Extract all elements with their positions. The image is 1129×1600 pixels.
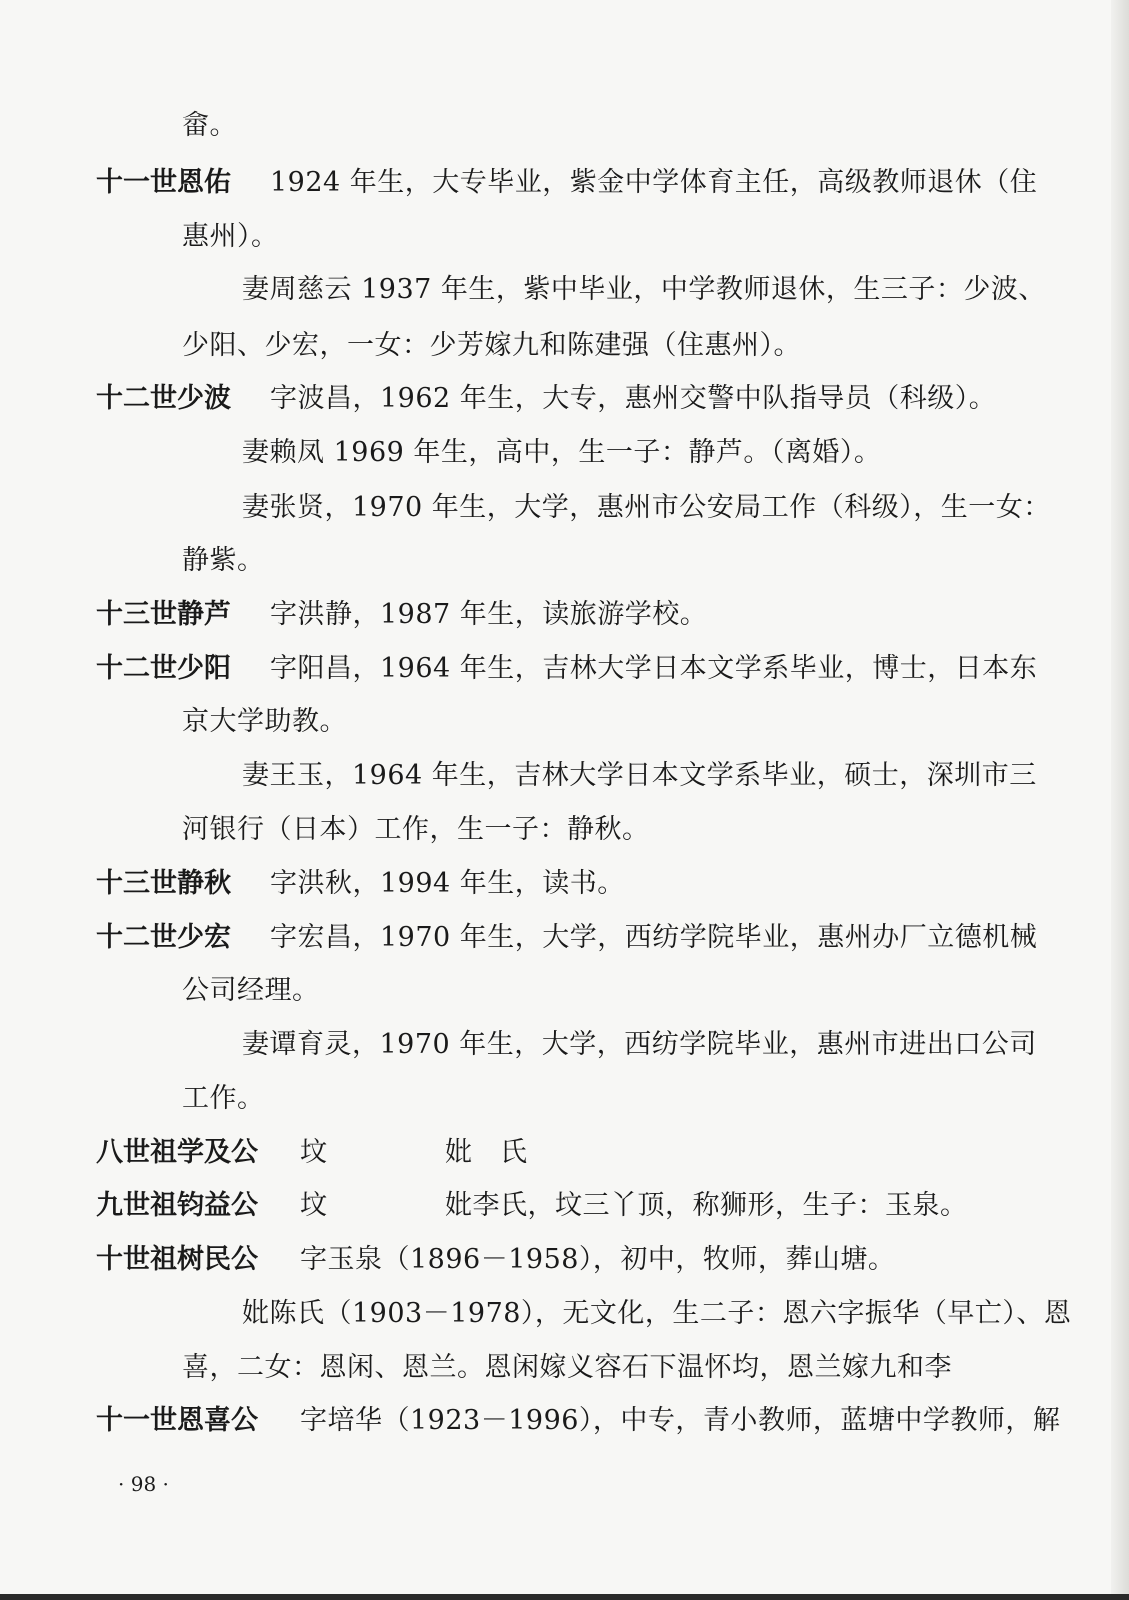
text-line: 河银行（日本）工作，生一子：静秋。 — [182, 814, 650, 845]
ancestor-heading: 九世祖钧益公 — [96, 1190, 258, 1221]
text-line: 坟 — [300, 1190, 328, 1221]
text-line: 字阳昌，1964 年生，吉林大学日本文学系毕业，博士，日本东 — [270, 653, 1038, 684]
ancestor-heading: 八世祖学及公 — [96, 1137, 258, 1168]
text-line: 1924 年生，大专毕业，紫金中学体育主任，高级教师退休（住 — [270, 167, 1038, 198]
text-line: 畲。 — [182, 110, 237, 141]
text-line: 公司经理。 — [182, 975, 320, 1006]
text-line: 妻王玉，1964 年生，吉林大学日本文学系毕业，硕士，深圳市三 — [242, 760, 1037, 791]
generation-heading: 十一世恩佑 — [96, 167, 231, 198]
ancestor-heading: 十一世恩喜公 — [96, 1405, 258, 1436]
text-line: 字波昌，1962 年生，大专，惠州交警中队指导员（科级）。 — [270, 383, 997, 414]
page-number: · 98 · — [118, 1472, 169, 1496]
text-line: 妻谭育灵，1970 年生，大学，西纺学院毕业，惠州市进出口公司 — [242, 1029, 1037, 1060]
text-line: 妣李氏，坟三丫顶，称狮形，生子：玉泉。 — [445, 1190, 968, 1221]
text-line: 字宏昌，1970 年生，大学，西纺学院毕业，惠州办厂立德机械 — [270, 922, 1038, 953]
text-line: 字玉泉（1896－1958），初中，牧师，葬山塘。 — [300, 1244, 896, 1275]
scan-bottom-border — [0, 1594, 1129, 1600]
generation-heading: 十三世静秋 — [96, 868, 231, 899]
text-line: 工作。 — [182, 1083, 265, 1114]
text-line: 妻赖凤 1969 年生，高中，生一子：静芦。（离婚）。 — [242, 437, 882, 468]
ancestor-heading: 十世祖树民公 — [96, 1244, 258, 1275]
generation-heading: 十二世少阳 — [96, 653, 231, 684]
generation-heading: 十二世少波 — [96, 383, 231, 414]
text-line: 坟 — [300, 1137, 328, 1168]
text-line: 喜，二女：恩闲、恩兰。恩闲嫁义容石下温怀均，恩兰嫁九和李 — [182, 1352, 952, 1383]
text-line: 字培华（1923－1996），中专，青小教师，蓝塘中学教师，解 — [300, 1405, 1061, 1436]
generation-heading: 十三世静芦 — [96, 599, 231, 630]
text-line: 少阳、少宏，一女：少芳嫁九和陈建强（住惠州）。 — [182, 330, 801, 361]
text-line: 字洪静，1987 年生，读旅游学校。 — [270, 599, 708, 630]
page-edge-shadow — [1111, 0, 1129, 1600]
text-line: 惠州）。 — [182, 221, 279, 252]
text-line: 妣 氏 — [445, 1137, 528, 1168]
generation-heading: 十二世少宏 — [96, 922, 231, 953]
text-line: 妻周慈云 1937 年生，紫中毕业，中学教师退休，生三子：少波、 — [242, 274, 1046, 305]
text-line: 妻张贤，1970 年生，大学，惠州市公安局工作（科级），生一女： — [242, 492, 1051, 523]
text-line: 静紫。 — [182, 545, 265, 576]
text-line: 妣陈氏（1903－1978），无文化，生二子：恩六字振华（早亡）、恩 — [242, 1298, 1072, 1329]
text-line: 字洪秋，1994 年生，读书。 — [270, 868, 625, 899]
text-line: 京大学助教。 — [182, 706, 347, 737]
